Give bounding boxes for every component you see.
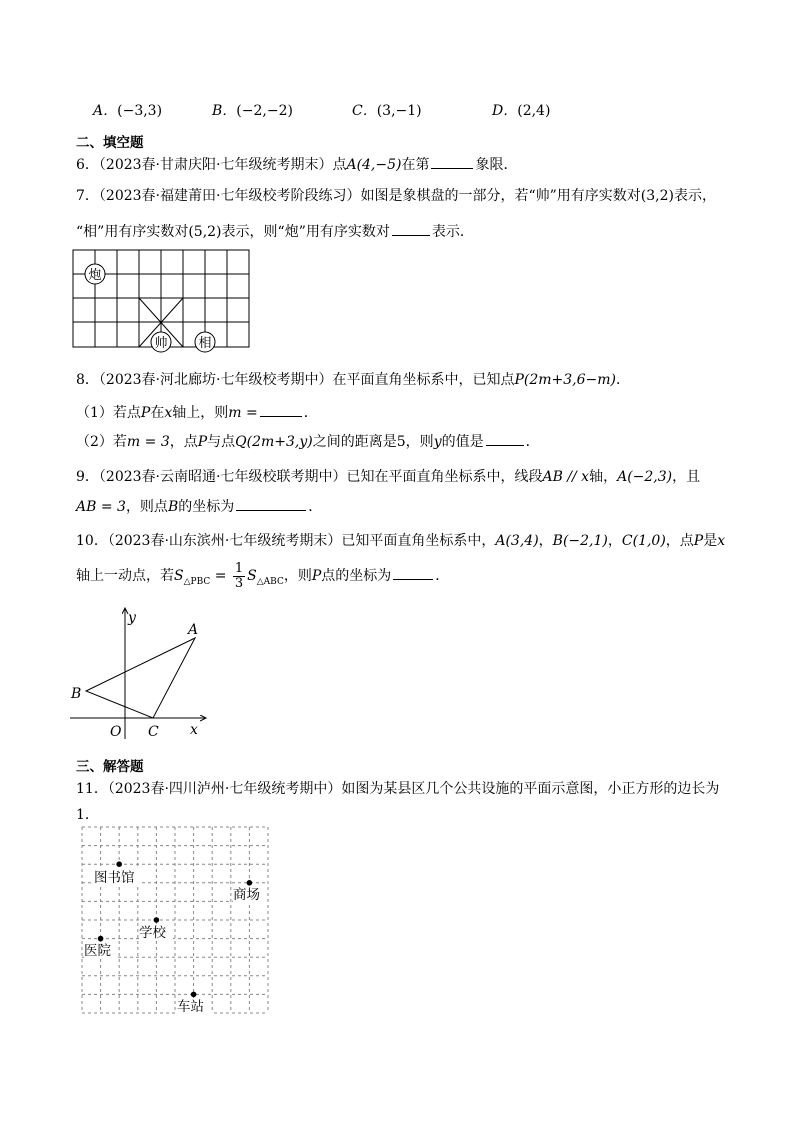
point-c-label: C (148, 724, 159, 740)
xiang-piece (195, 332, 215, 352)
pao-piece (85, 264, 105, 284)
choice-a: A．(−3,3) (93, 103, 163, 119)
answer-blank[interactable] (393, 578, 433, 580)
question-9-line-2: AB = 3，则点B的坐标为 ． (76, 499, 323, 515)
question-8-part-2: （2）若m = 3，点P与点Q(2m+3,y)之间的距离是5，则y的值是 ． (76, 434, 540, 450)
triangle-coordinate-figure (66, 604, 216, 744)
svg-text:学校: 学校 (139, 925, 166, 941)
question-7-line-2: “相”用有序实数对(5,2)表示，则“炮”用有序实数对 表示． (76, 224, 474, 240)
svg-text:炮: 炮 (88, 268, 102, 283)
facility-map-figure (80, 825, 272, 1017)
choice-b: B．(−2,−2) (212, 103, 293, 119)
answer-blank[interactable] (236, 509, 306, 511)
question-7-line-1: 7．（2023春·福建莆田·七年级校考阶段练习）如图是象棋盘的一部分，若“帅”用有序实数对(3,2)表示， (76, 188, 716, 204)
x-axis-label: x (190, 722, 198, 738)
svg-text:商场: 商场 (233, 887, 260, 903)
hospital-point (84, 936, 118, 959)
question-6: 6．（2023春·甘肃庆阳·七年级统考期末）点A(4,−5)在第 象限． (76, 157, 518, 173)
section-heading-fill-blank: 二、填空题 (76, 135, 144, 151)
answer-blank[interactable] (392, 234, 430, 236)
origin-label: O (110, 724, 122, 740)
question-10-line-2: 轴上一动点，若$S_{\triangle PBC}$ = $\frac{1}{3}$ $S_{\triangle ABC}$，则P点的坐标为 ． (76, 561, 450, 591)
question-10-line-1: 10．（2023春·山东滨州·七年级统考期末）已知平面直角坐标系中，A(3,4)，B(−2,1)，C(1,0)，点P是x (76, 533, 726, 549)
answer-blank[interactable] (260, 415, 302, 417)
answer-blank[interactable] (486, 444, 524, 446)
svg-text:相: 相 (198, 336, 212, 351)
school-point (139, 917, 173, 941)
question-8-part-1: （1）若点P在x轴上，则m = ． (76, 405, 318, 421)
question-9-line-1: 9．（2023春·云南昭通·七年级校联考期中）已知在平面直角坐标系中，线段AB // x轴，A(−2,3)，且 (76, 469, 701, 485)
svg-text:车站: 车站 (177, 999, 204, 1015)
mall-point (233, 880, 267, 903)
answer-blank[interactable] (431, 167, 473, 169)
y-axis-label: y (128, 610, 136, 626)
choice-d: D．(2,4) (492, 103, 551, 119)
svg-text:图书馆: 图书馆 (94, 870, 135, 886)
choice-c: C．(3,−1) (352, 103, 422, 119)
point-b-label: B (71, 686, 82, 702)
chessboard-figure (70, 246, 254, 356)
shuai-piece (151, 332, 171, 352)
question-11-line-2: 1． (76, 807, 99, 823)
section-heading-solutions: 三、解答题 (76, 759, 144, 775)
point-a-label: A (188, 622, 199, 638)
station-point (177, 992, 211, 1015)
question-8-stem: 8．（2023春·河北廊坊·七年级校考期中）在平面直角坐标系中，已知点P(2m+3,6−m)． (76, 372, 630, 388)
question-11-line-1: 11．（2023春·四川泸州·七年级统考期中）如图为某县区几个公共设施的平面示意图，小正方形的边长为 (76, 781, 720, 797)
fraction-one-third: $\frac{1}{3}$ (234, 561, 244, 591)
svg-text:医院: 医院 (84, 943, 111, 959)
svg-text:帅: 帅 (154, 336, 168, 351)
triangle-abc (86, 638, 195, 718)
